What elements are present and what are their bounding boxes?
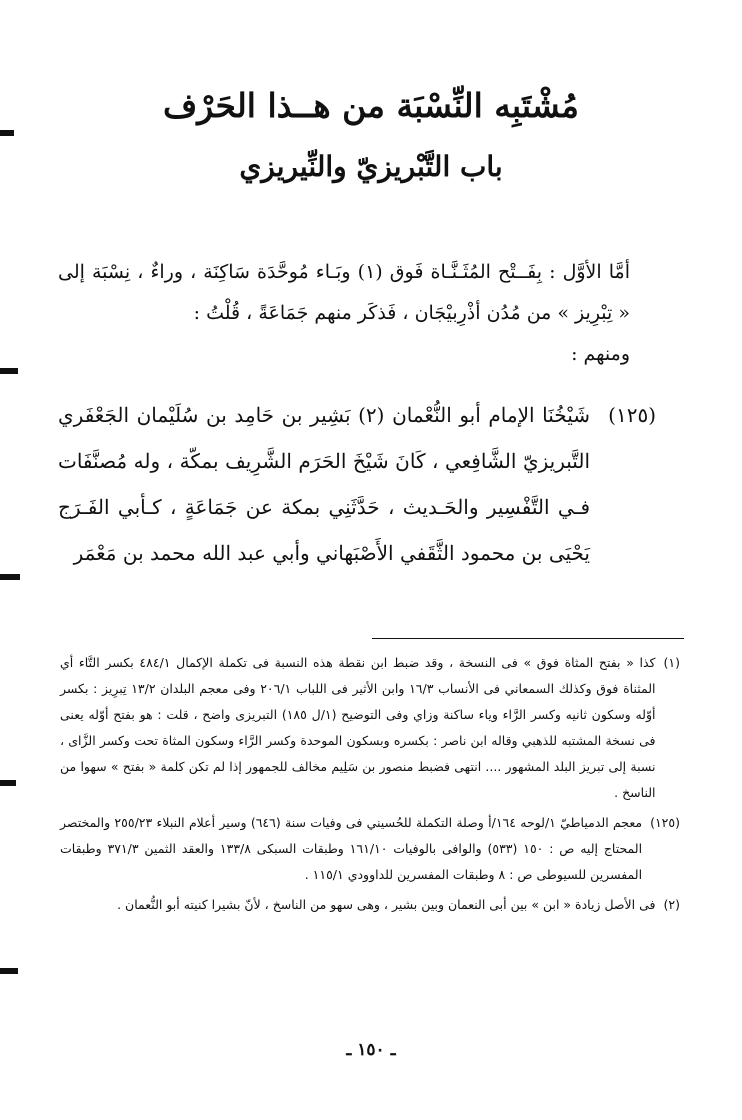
footnote-text: فى الأصل زيادة « ابن » بين أبى النعمان وبين بشير ، وهى سهو من الناسخ ، لأنّ بشيرا كنيته أبو النُّعمان . xyxy=(117,897,656,912)
entry-text: شَيْخُنَا الإمام أبو النُّعْمان (٢) بَشِير بن حَامِد بن سُلَيْمان الجَعْفَري التَّبريزيّ الشَّافِعي ، كَانَ شَيْخَ الحَرَم الشَّرِيف بمكّة ، وله مُصنَّفَات فـي التَّفْسِير والحَـديث ، حَدَّثَنِي بمكة عن جَمَاعَةٍ ، كـأبي الفَـرَج يَحْيَى بن محمود الثَّقَفي الأَصْبَهاني وأبي عبد الله محمد بن مَعْمَر xyxy=(58,403,590,565)
footnote-text: معجم الدمياطيّ ١/لوحه ١٦٤/أ وصلة التكملة للحُسيني فى وفيات سنة (٦٤٦) وسير أعلام النبلاء ٢٥٥/٢٣ والمختصر المحتاج إليه ص : ١٥٠ (٥٣٣) والوافى بالوفيات ١٦١/١٠ وطبقات السبكى ١٣٣/٨ والعقد الثمين ٣٧١/٣ وطبقات المفسرين للسيوطى ص : ٨ وطبقات المفسرين للداوودي ١١٥/١ . xyxy=(60,815,643,882)
margin-mark xyxy=(0,130,14,136)
page-number: ـ ١٥٠ ـ xyxy=(346,1040,396,1060)
footnote-text: كذا « بفتح المثاة فوق » فى النسخة ، وقد ضبط ابن نقطة هذه النسبة فى تكملة الإكمال ٤٨٤/١ بكسر التَّاء أي المثناة فوق وكذلك السمعاني فى الأنساب ١٦/٣ وابن الأثير فى اللباب ٢٠٦/١ وفى معجم البلدان ١٣/٢ تِبرِيز : بكسر أوّله وسكون ثانيه وكسر الرَّاء وياء ساكنة وزاي وفى التوضيح (١/ل ١٨٥) التبريزى واضح ، قلت : هو بفتح أوّله يعنى فى نسخة المشتبه للذهبي وقاله ابن ناصر : بكسره وبسكون الموحدة وكسر الرَّاء وسكون المثاة تحت وكسر الزَّاى ، نسبة إلى تبريز البلد المشهور .... انتهى فضبط منصور بن سَلِيم مخالف للجمهور إذا لم تكن كلمة « بفتح » سهوا من الناسخ . xyxy=(60,655,656,800)
footnotes xyxy=(60,650,680,918)
margin-mark xyxy=(0,574,20,580)
footnote-separator xyxy=(372,638,684,639)
main-text xyxy=(58,252,630,375)
margin-mark xyxy=(0,780,16,786)
footnote xyxy=(60,892,680,918)
body-paragraph: ومنهم : xyxy=(571,343,630,365)
footnote-mark: (١) xyxy=(663,655,680,670)
footnote xyxy=(60,810,680,888)
margin-mark xyxy=(0,968,18,974)
margin-mark xyxy=(0,368,18,374)
section-subtitle: باب التَّبْريزيّ والنِّيريزي xyxy=(239,150,503,183)
footnote xyxy=(60,650,680,806)
entry-number: (١٢٥) xyxy=(608,403,656,427)
footnote-mark: (٢) xyxy=(663,897,680,912)
body-paragraph: أمَّا الأوَّل : بِفَــتْح المُثَـنَّـاة فَوق (١) وبَـاء مُوحَّدَة سَاكِنَة ، وراءٌ ، نِسْبَة إلى « تِبْرِيز » من مُدُن أذْرِبيْجَان ، فَذكَر منهم جَمَاعَةً ، قُلْتُ : xyxy=(58,261,630,324)
page-title: مُشْتَبِه النِّسْبَة من هــذا الحَرْف xyxy=(163,86,579,125)
biography-entry xyxy=(58,392,656,576)
footnote-mark: (١٢٥) xyxy=(650,815,680,830)
